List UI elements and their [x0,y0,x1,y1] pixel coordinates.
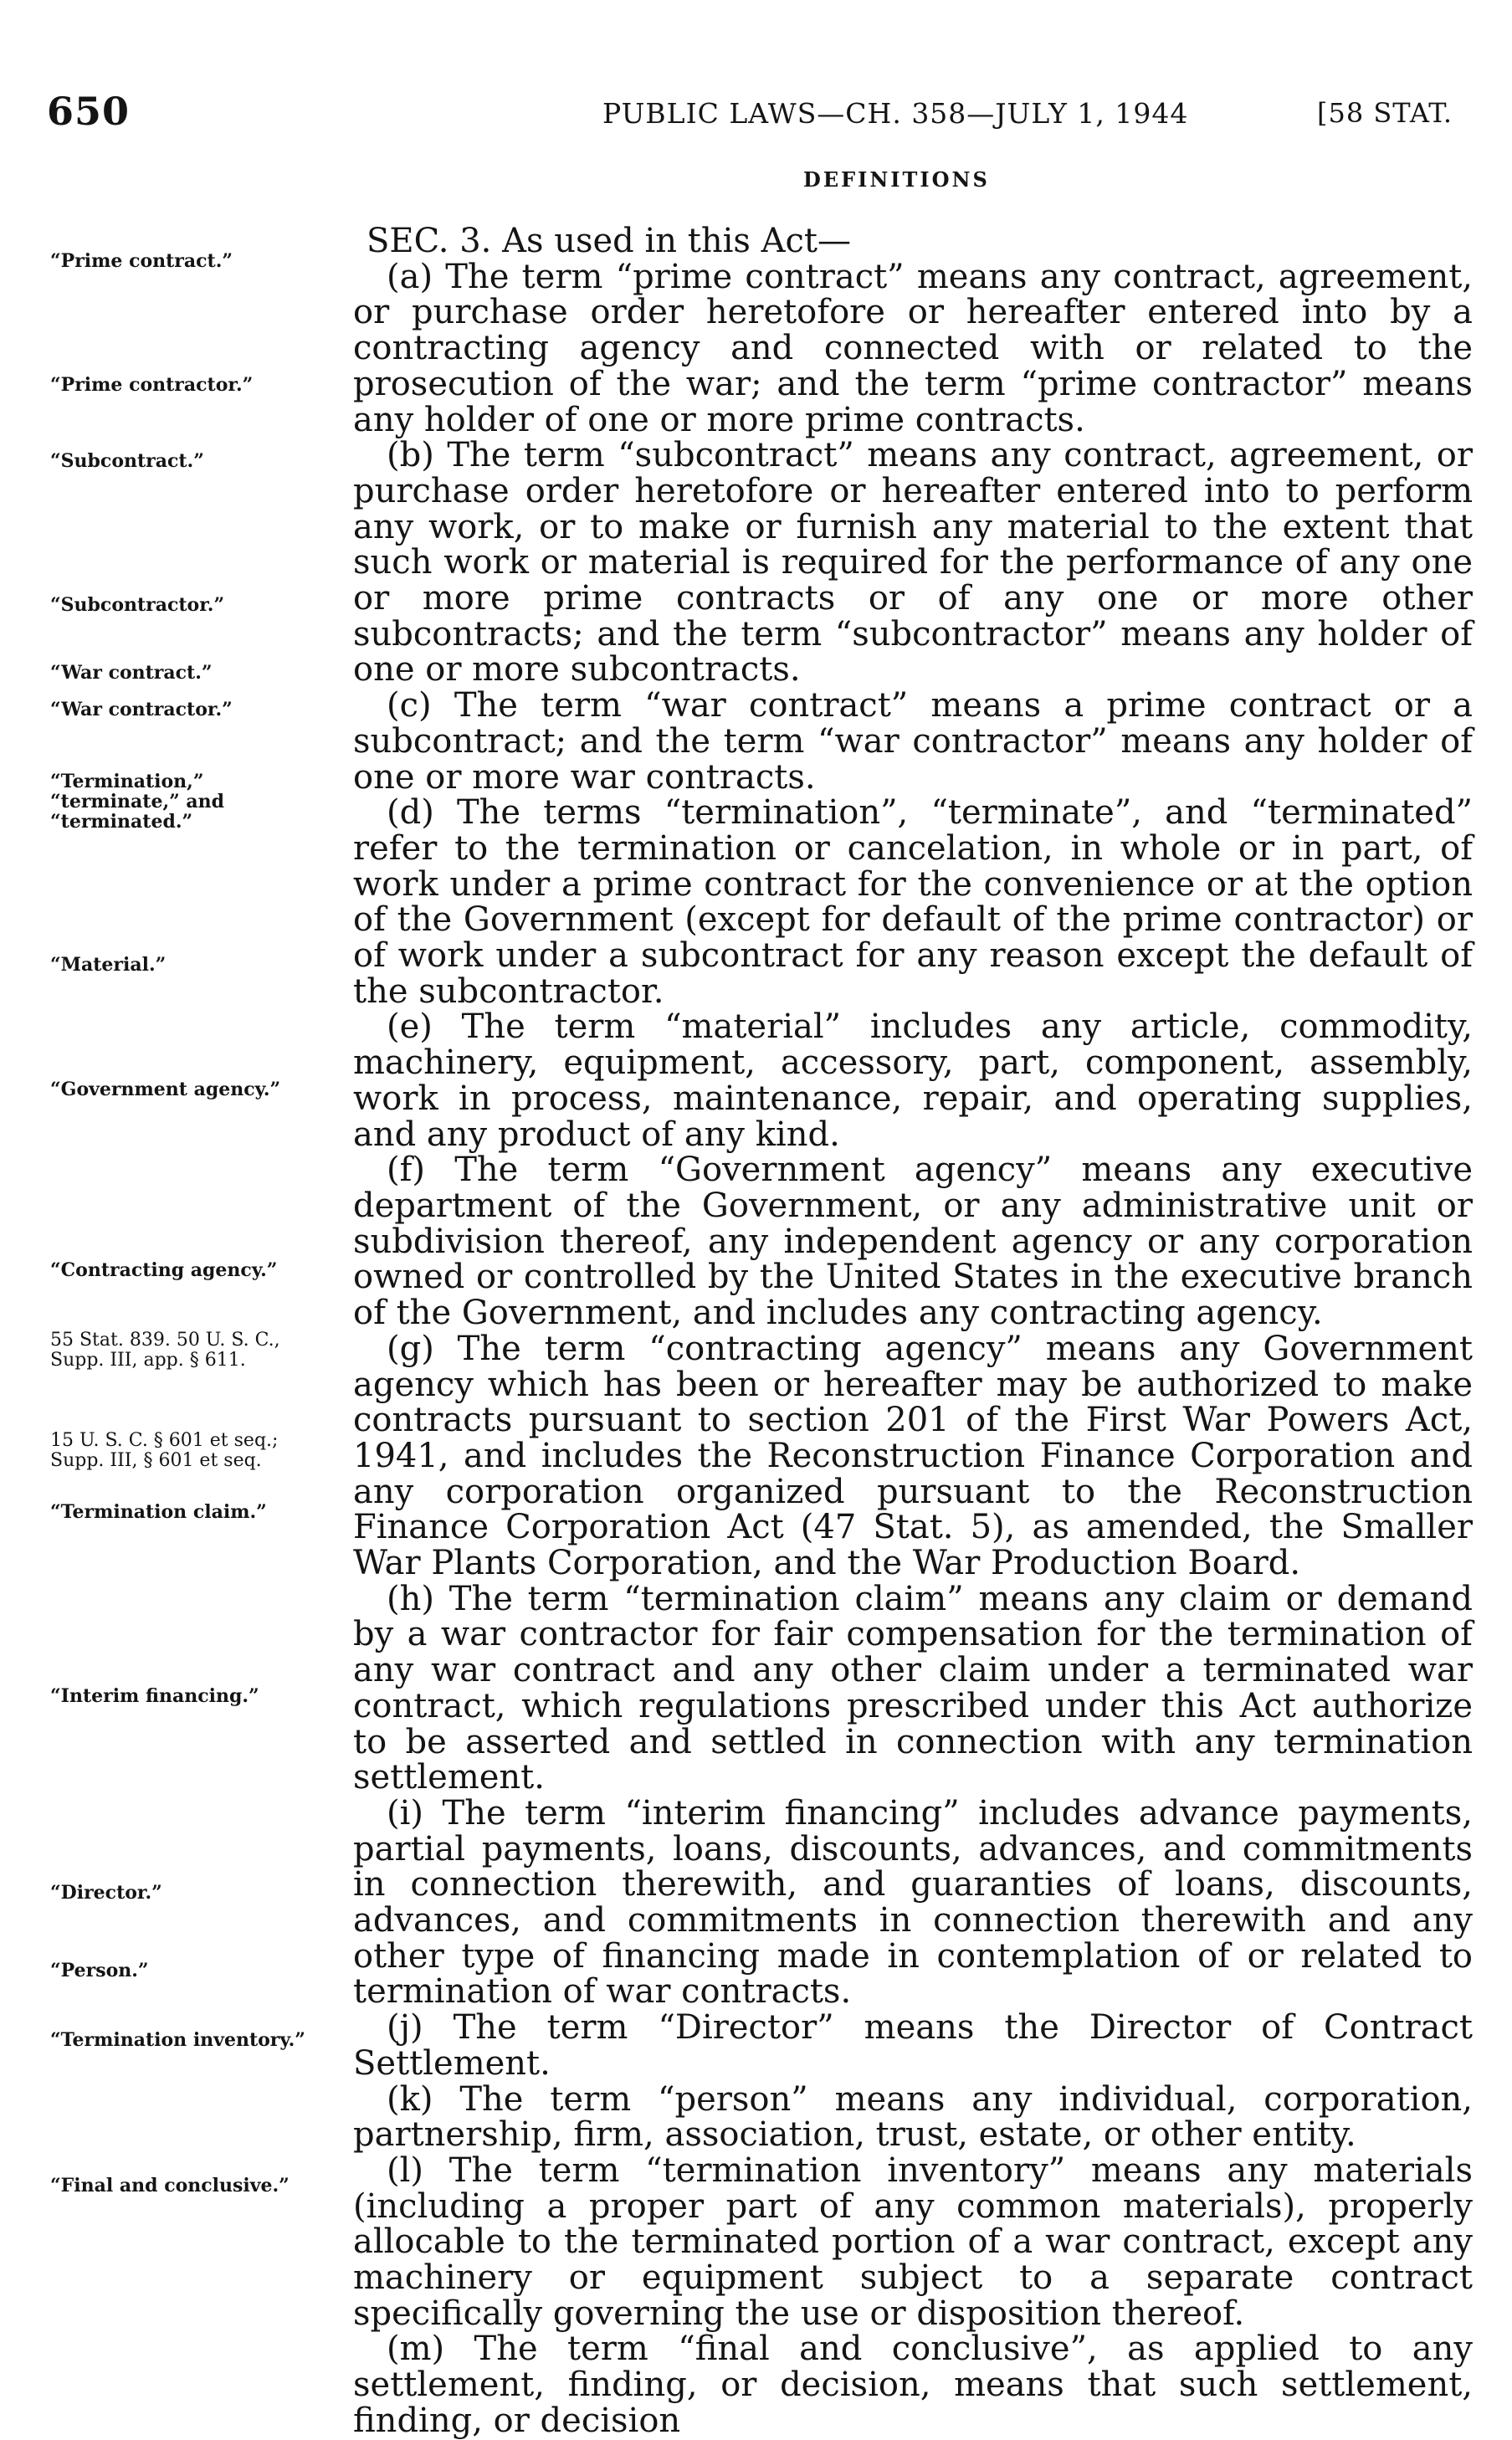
volume-reference: [58 STAT. [1317,97,1453,129]
margin-note: “War contractor.” [50,699,233,720]
margin-note: “Prime contract.” [50,250,233,272]
margin-note: “Contracting agency.” [50,1259,278,1281]
margin-note: “Director.” [50,1882,162,1904]
definition-paragraph: (k) The term “person” means any individual, corporation, partnership, firm, association, trust, estate, or other entity. [353,2079,1473,2155]
citation-note: 55 Stat. 839. 50 U. S. C., Supp. III, app. § 611. [50,1330,280,1371]
margin-note: “Material.” [50,954,167,976]
page-number: 650 [47,89,131,134]
margin-note: “Prime contractor.” [50,374,254,396]
definition-paragraph: (b) The term “subcontract” means any contract, agreement, or purchase order heretofore or hereafter entered into to perform any work, or to make or furnish any material to the extent that such work or material is required for the performance of any one or more prime contracts or of any one or more other subcontracts; and the term “subcontractor” means any holder of one or more subcontracts. [353,436,1473,689]
running-head: PUBLIC LAWS—CH. 358—JULY 1, 1944 [602,97,1189,130]
margin-note: “Final and conclusive.” [50,2175,290,2197]
definition-paragraph: (d) The terms “termination”, “terminate”, and “terminated” refer to the termination or cancelation, in whole or in part, of work under a prime contract for the convenience or at the option of the Government (except for default of the prime contractor) or of work under a subcontract for any reason except the default of the subcontractor. [353,793,1473,1011]
margin-note: “Termination inventory.” [50,2029,305,2051]
margin-note: “War contract.” [50,662,213,684]
margin-note: “Termination,” “terminate,” and “terminated.” [50,771,225,833]
margin-note: “Subcontractor.” [50,594,225,616]
definition-paragraph: (i) The term “interim financing” includes advance payments, partial payments, loans, discounts, advances, and commitments in connection therewith, and guaranties of loans, discounts, advances, and commitments in connection therewith and any other type of financing made in contemplation of or related to termination of war contracts. [353,1793,1473,2012]
margin-note: “Subcontract.” [50,450,204,472]
section-heading: DEFINITIONS [803,167,990,192]
definition-paragraph: (h) The term “termination claim” means any claim or demand by a war contractor for fair compensation for the termination of any war contract and any other claim under a terminated war contract, which regulations prescribed under this Act authorize to be asserted and settled in connection with any termination settlement. [353,1579,1473,1797]
page-header [0,89,1512,139]
margin-note: “Government agency.” [50,1079,281,1100]
margin-note: “Interim financing.” [50,1685,259,1707]
definition-paragraph: (a) The term “prime contract” means any contract, agreement, or purchase order heretofore or hereafter entered into by a contracting agency and connected with or related to the prosecution of the war; and the term “prime contractor” means any holder of one or more prime contracts. [353,257,1473,439]
margin-note: “Person.” [50,1960,149,1981]
definition-paragraph: (j) The term “Director” means the Director of Contract Settlement. [353,2008,1473,2083]
definition-paragraph: (g) The term “contracting agency” means any Government agency which has been or hereafter may be authorized to make contracts pursuant to section 201 of the First War Powers Act, 1941, and includes the Reconstruction Finance Corporation and any corporation organized pursuant to the Reconstruction Finance Corporation Act (47 Stat. 5), as amended, the Smaller War Plants Corporation, and the War Production Board. [353,1329,1473,1583]
body-text [353,223,1473,2439]
definition-paragraph: (e) The term “material” includes any article, commodity, machinery, equipment, accessory, part, component, assembly, work in process, maintenance, repair, and operating supplies, and any product of any kind. [353,1007,1473,1154]
definition-paragraph: (c) The term “war contract” means a prime contract or a subcontract; and the term “war contractor” means any holder of one or more war contracts. [353,686,1473,797]
section-intro: SEC. 3. As used in this Act— [366,222,852,260]
definition-paragraph: (m) The term “final and conclusive”, as applied to any settlement, finding, or decision, means that such settlement, finding, or decision [353,2330,1473,2440]
definition-paragraph: (f) The term “Government agency” means any executive department of the Government, or any administrative unit or subdivision thereof, any independent agency or any corporation owned or controlled by the United States in the executive branch of the Government, and includes any contracting agency. [353,1151,1473,1333]
citation-note: 15 U. S. C. § 601 et seq.; Supp. III, § 601 et seq. [50,1430,279,1471]
margin-note: “Termination claim.” [50,1501,267,1523]
definition-paragraph: (l) The term “termination inventory” means any materials (including a proper part of any common materials), properly allocable to the terminated portion of a war contract, except any machinery or equipment subject to a separate contract specifically governing the use or disposition thereof. [353,2150,1473,2333]
